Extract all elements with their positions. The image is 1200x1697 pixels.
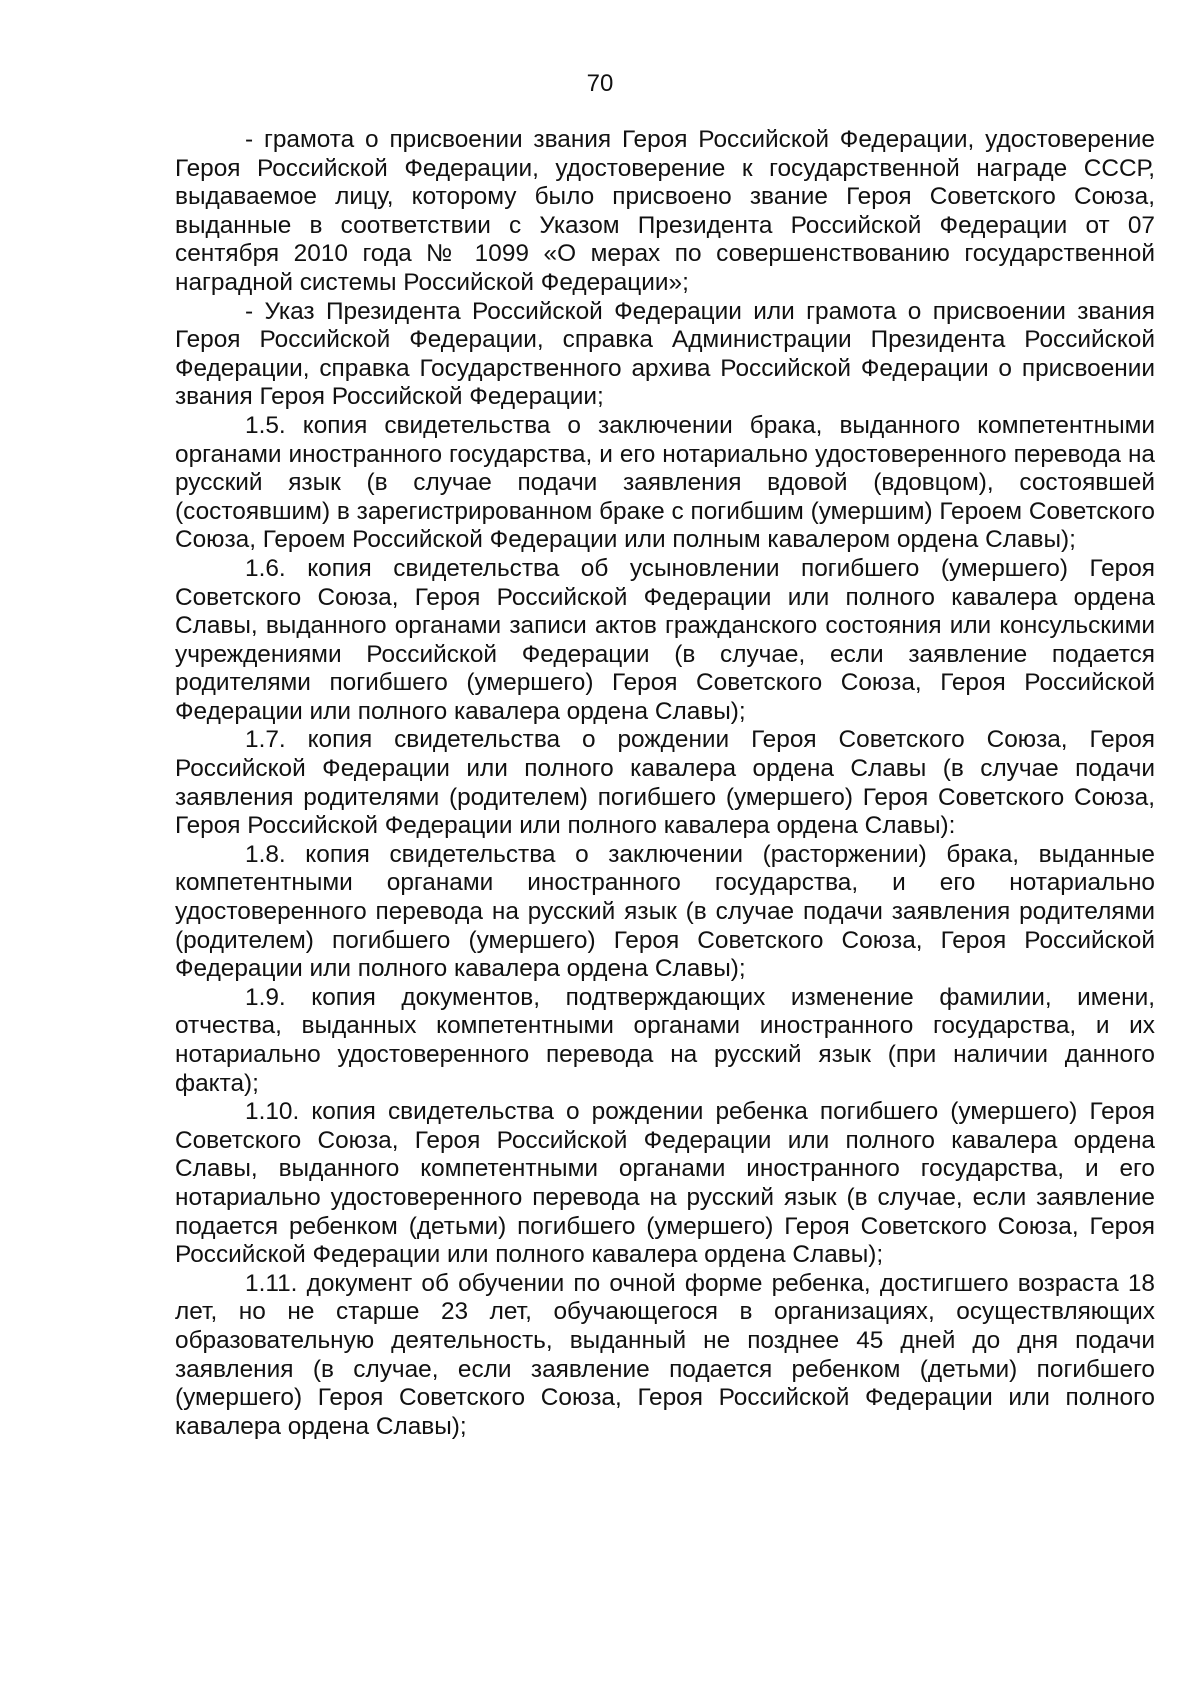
paragraph-item-1-11: 1.11. документ об обучении по очной форме ребенка, достигшего возраста 18 лет, но не старше 23 лет, обучающегося в организациях, осуществляющих образовательную деятельность, выданный не позднее 45 дней до дня подачи заявления (в случае, если заявление подается ребенком (детьми) погибшего (умершего) Героя Советского Союза, Героя Российской Федерации или полного кавалера ордена Славы);: [175, 1269, 1155, 1440]
paragraph-item-1-7: 1.7. копия свидетельства о рождении Героя Советского Союза, Героя Российской Федерации или полного кавалера ордена Славы (в случае подачи заявления родителями (родителем) погибшего (умершего) Героя Советского Союза, Героя Российской Федерации или полного кавалера ордена Славы):: [175, 726, 1155, 840]
paragraph-item-1-8: 1.8. копия свидетельства о заключении (расторжении) брака, выданные компетентными органами иностранного государства, и его нотариально удостоверенного перевода на русский язык (в случае подачи заявления родителями (родителем) погибшего (умершего) Героя Советского Союза, Героя Российской Федерации или полного кавалера ордена Славы);: [175, 840, 1155, 983]
paragraph-item-1-10: 1.10. копия свидетельства о рождении ребенка погибшего (умершего) Героя Советского Союза, Героя Российской Федерации или полного кавалера ордена Славы, выданного компетентными органами иностранного государства, и его нотариально удостоверенного перевода на русский язык (в случае, если заявление подается ребенком (детьми) погибшего (умершего) Героя Советского Союза, Героя Российской Федерации или полного кавалера ордена Славы);: [175, 1098, 1155, 1269]
paragraph-item-1-6: 1.6. копия свидетельства об усыновлении погибшего (умершего) Героя Советского Союза, Героя Российской Федерации или полного кавалера ордена Славы, выданного органами записи актов гражданского состояния или консульскими учреждениями Российской Федерации (в случае, если заявление подается родителями погибшего (умершего) Героя Советского Союза, Героя Российской Федерации или полного кавалера ордена Славы);: [175, 554, 1155, 725]
paragraph-presidential-decree: - Указ Президента Российской Федерации или грамота о присвоении звания Героя Российской Федерации, справка Администрации Президента Российской Федерации, справка Государственного архива Российской Федерации о присвоении звания Героя Российской Федерации;: [175, 297, 1155, 411]
paragraph-hero-rf-certificate: - грамота о присвоении звания Героя Российской Федерации, удостоверение Героя Российской Федерации, удостоверение к государственной награде СССР, выдаваемое лицу, которому было присвоено звание Героя Советского Союза, выданные в соответствии с Указом Президента Российской Федерации от 07 сентября 2010 года № 1099 «О мерах по совершенствованию государственной наградной системы Российской Федерации»;: [175, 126, 1155, 296]
page-number: 70: [586, 70, 614, 97]
paragraph-item-1-9: 1.9. копия документов, подтверждающих изменение фамилии, имени, отчества, выданных компетентными органами иностранного государства, и их нотариально удостоверенного перевода на русский язык (при наличии данного факта);: [175, 983, 1155, 1097]
document-body: [175, 126, 1155, 1441]
paragraph-item-1-5: 1.5. копия свидетельства о заключении брака, выданного компетентными органами иностранного государства, и его нотариально удостоверенного перевода на русский язык (в случае подачи заявления вдовой (вдовцом), состоявшей (состоявшим) в зарегистрированном браке с погибшим (умершим) Героем Советского Союза, Героем Российской Федерации или полным кавалером ордена Славы);: [175, 411, 1155, 554]
